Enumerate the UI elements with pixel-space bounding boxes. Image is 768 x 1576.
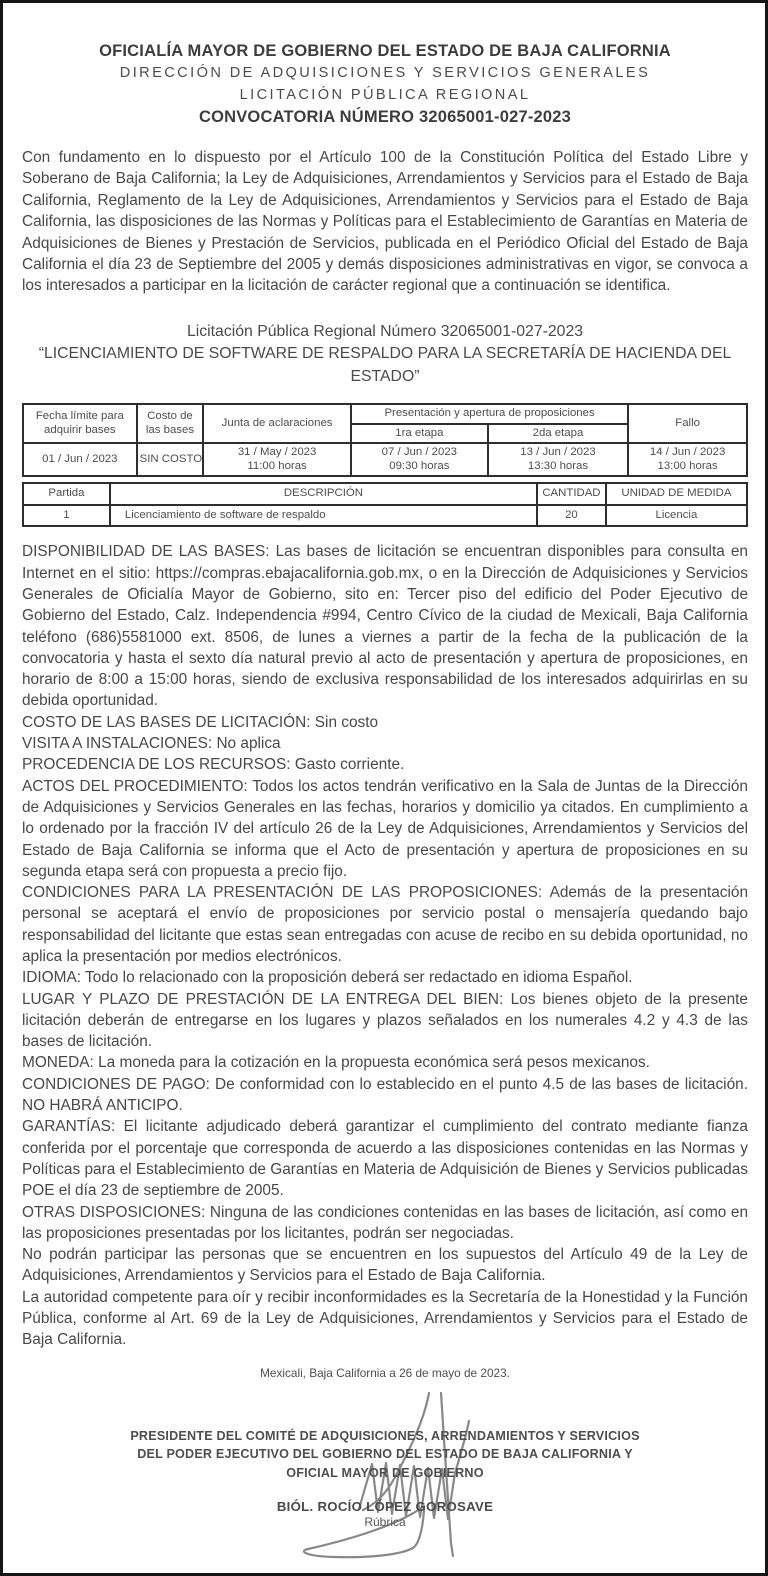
tender-title-number: Licitación Pública Regional Número 32065001-027-2023 bbox=[186, 322, 584, 340]
clause-idioma: IDIOMA: Todo lo relacionado con la proposición deberá ser redactado en idioma Español. bbox=[22, 969, 633, 987]
clause-lugar-plazo: LUGAR Y PLAZO DE PRESTACIÓN DE LA ENTREGA DEL BIEN: Los bienes objeto de la presente licitación deberán de entregarse en los lugares y plazos señalados en los numerales 4.2 y 4.3 de las bases de licitación. bbox=[22, 990, 748, 1051]
cell-junta: 31 / May / 2023 11:00 horas bbox=[203, 443, 351, 476]
clause-moneda: MONEDA: La moneda para la cotización en la propuesta económica será pesos mexicanos. bbox=[22, 1054, 650, 1072]
col-header-cantidad: CANTIDAD bbox=[537, 483, 606, 505]
clause-otras-disposiciones: OTRAS DISPOSICIONES: Ninguna de las condiciones contenidas en las bases de licitación, así como en las proposiciones presentadas por los licitantes, podrán ser negociadas. bbox=[22, 1203, 748, 1242]
col-header-fecha-limite: Fecha límite para adquirir bases bbox=[23, 404, 137, 443]
clause-autoridad-competente: La autoridad competente para oír y recibir inconformidades es la Secretaría de la Honestidad y la Función Pública, conforme al Art. 69 de la Ley de Adquisiciones, Arrendamientos y Servicios para el Estado de Baja California. bbox=[22, 1288, 748, 1349]
clause-procedencia: PROCEDENCIA DE LOS RECURSOS: Gasto corriente. bbox=[22, 756, 405, 774]
clause-no-podran-participar: No podrán participar las personas que se encuentren en los supuestos del Artículo 49 de la Ley de Adquisiciones, Arrendamientos y Servicios para el Estado de Baja California. bbox=[22, 1246, 748, 1285]
cell-cantidad: 20 bbox=[537, 505, 606, 527]
col-header-partida: Partida bbox=[23, 483, 110, 505]
col-header-fallo: Fallo bbox=[628, 404, 747, 443]
signer-title-line1: PRESIDENTE DEL COMITÉ DE ADQUISICIONES, ARRENDAMIENTOS Y SERVICIOS bbox=[130, 1428, 640, 1443]
col-header-etapa1: 1ra etapa bbox=[351, 424, 488, 444]
col-header-unidad: UNIDAD DE MEDIDA bbox=[606, 483, 747, 505]
document-header bbox=[22, 40, 748, 128]
cell-unidad: Licencia bbox=[606, 505, 747, 527]
signer-title-line2: DEL PODER EJECUTIVO DEL GOBIERNO DEL ESTADO DE BAJA CALIFORNIA Y bbox=[137, 1447, 633, 1462]
cell-fallo: 14 / Jun / 2023 13:00 horas bbox=[628, 443, 747, 476]
schedule-table bbox=[22, 403, 748, 477]
clause-costo-bases: COSTO DE LAS BASES DE LICITACIÓN: Sin costo bbox=[22, 713, 379, 731]
convocatoria-number: CONVOCATORIA NÚMERO 32065001-027-2023 bbox=[198, 108, 572, 126]
items-table bbox=[22, 482, 748, 527]
signer-name: BIÓL. ROCÍO LÓPEZ GOROSAVE bbox=[276, 1499, 494, 1515]
schedule-header-row bbox=[23, 404, 747, 424]
cell-etapa1: 07 / Jun / 2023 09:30 horas bbox=[351, 443, 488, 476]
intro-paragraph: Con fundamento en lo dispuesto por el Artículo 100 de la Constitución Política del Estado Libre y Soberano de Baja California; la Ley de Adquisiciones, Arrendamientos y Servicios para el Estado de Baja California, Reglamento de la Ley de Adquisiciones, Arrendamientos y Servicios para el Estado de Baja California, las disposiciones de las Normas y Políticas para el Establecimiento de Garantías en Materia de Adquisiciones de Bienes y Prestación de Servicios, publicada en el Periódico Oficial del Estado de Baja California el día 23 de Septiembre del 2005 y demás disposiciones administrativas en vigor, se convoca a los interesados a participar en la licitación de carácter regional que a continuación se identifica. bbox=[22, 149, 748, 295]
cell-fecha-limite: 01 / Jun / 2023 bbox=[23, 443, 137, 476]
col-header-etapa2: 2da etapa bbox=[488, 424, 628, 444]
clause-visita: VISITA A INSTALACIONES: No aplica bbox=[22, 735, 281, 753]
items-data-row bbox=[23, 505, 747, 527]
clause-disponibilidad: DISPONIBILIDAD DE LAS BASES: Las bases de licitación se encuentran disponibles para consulta en Internet en el sitio: https://compras.ebajacalifornia.gob.mx, o en la Dirección de Adquisiciones y Servicios Generales de Oficialía Mayor de Gobierno, sito en: Tercer piso del edificio del Poder Ejecutivo de Gobierno del Estado, Calz. Independencia #994, Centro Cívico de la ciudad de Mexicali, Baja California teléfono (686)5581000 ext. 8506, de lunes a viernes a partir de la fecha de la publicación de la convocatoria y hasta el sexto día natural previo al acto de presentación y apertura de proposiciones, en horario de 8:00 a 15:00 horas, siendo de exclusiva responsabilidad de los interesados adquirirlas en su debida oportunidad. bbox=[22, 543, 748, 710]
signer-title-line3: OFICIAL MAYOR DE GOBIERNO bbox=[286, 1465, 484, 1480]
agency-title: OFICIALÍA MAYOR DE GOBIERNO DEL ESTADO DE BAJA CALIFORNIA bbox=[99, 42, 671, 60]
department-title: DIRECCIÓN DE ADQUISICIONES Y SERVICIOS GENERALES bbox=[119, 65, 651, 81]
tender-title-object: “LICENCIAMIENTO DE SOFTWARE DE RESPALDO PARA LA SECRETARÍA DE HACIENDA DEL ESTADO” bbox=[38, 345, 732, 385]
col-header-costo: Costo de las bases bbox=[137, 404, 204, 443]
clause-actos: ACTOS DEL PROCEDIMIENTO: Todos los actos tendrán verificativo en la Sala de Juntas de la Dirección de Adquisiciones y Servicios Generales en las fechas, horarios y domicilio ya citados. En cumplimiento a lo ordenado por la fracción IV del artículo 26 de la Ley de Adquisiciones, Arrendamientos y Servicios del Estado de Baja California se informa que el Acto de presentación y apertura de proposiciones en su segunda etapa será con propuesta a precio fijo. bbox=[22, 777, 748, 880]
clause-garantias: GARANTÍAS: El licitante adjudicado deberá garantizar el cumplimiento del contrato mediante fianza conferida por el porcentaje que corresponda de acuerdo a las disposiciones contenidas en las Normas y Políticas para el Establecimiento de Garantías en Materia de Adquisición de Bienes y Servicios publicadas POE el día 23 de septiembre de 2005. bbox=[22, 1118, 748, 1200]
schedule-data-row bbox=[23, 443, 747, 476]
body-clauses bbox=[22, 541, 748, 1350]
col-header-junta: Junta de aclaraciones bbox=[203, 404, 351, 443]
items-header-row bbox=[23, 483, 747, 505]
tender-title bbox=[22, 321, 748, 389]
cell-descripcion: Licenciamiento de software de respaldo bbox=[110, 505, 537, 527]
clause-condiciones-presentacion: CONDICIONES PARA LA PRESENTACIÓN DE LAS PROPOSICIONES: Además de la presentación personal se aceptará el envío de proposiciones por servicio postal o mensajería quedando bajo responsabilidad del licitante que estas sean entregadas con acuse de recibo en su debida oportunidad, no aplica la presentación por medios electrónicos. bbox=[22, 884, 748, 965]
cell-etapa2: 13 / Jun / 2023 13:30 horas bbox=[488, 443, 628, 476]
cell-partida: 1 bbox=[23, 505, 110, 527]
rubrica-label: Rúbrica bbox=[364, 1515, 406, 1530]
signer-title bbox=[22, 1427, 748, 1483]
clause-condiciones-pago: CONDICIONES DE PAGO: De conformidad con lo establecido en el punto 4.5 de las bases de licitación. NO HABRÁ ANTICIPO. bbox=[22, 1075, 748, 1115]
date-line: Mexicali, Baja California a 26 de mayo de 2023. bbox=[260, 1365, 510, 1380]
col-header-descripcion: DESCRIPCIÓN bbox=[110, 483, 537, 505]
col-header-presentacion: Presentación y apertura de proposiciones bbox=[351, 404, 628, 424]
cell-costo: SIN COSTO bbox=[137, 443, 204, 476]
process-type-title: LICITACIÓN PÚBLICA REGIONAL bbox=[239, 87, 531, 103]
